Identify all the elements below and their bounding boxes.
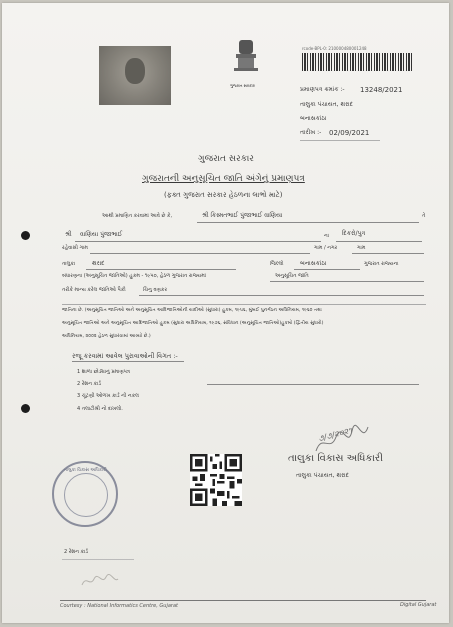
order-text: બંધારણના (અનુસૂચિત જાતિઓ) હુકમ - ૧૯૫૦, હેઠળ ગુજરાત રાજ્યમાં bbox=[62, 273, 206, 279]
district-label: જિલ્લો bbox=[270, 261, 284, 267]
courtesy-footer: Courtesy : National Informatics Centre, Gujarat bbox=[60, 603, 178, 609]
legal-para-line-2: અનુસૂચિત જાતિઓ અને અનુસૂચિત આદિજાતિઓ હુકમ (સુધારા અધિનિયમ, ૧૯૭૬, સંવિધાન (અનુસૂચિત જાતિઓ)હુકમો (દ્વિતીય સુધારો) bbox=[62, 321, 324, 326]
emblem-caption: ગુજરાત સરકાર bbox=[230, 83, 255, 88]
signatory-office: તાલુકા પંચાયત, થરાદ bbox=[296, 472, 349, 479]
punch-hole-bottom bbox=[21, 404, 30, 413]
official-seal bbox=[52, 461, 118, 527]
qr-code bbox=[190, 454, 242, 506]
relation-prefix: ના bbox=[324, 233, 329, 239]
father-name: વાણિયા પુંજાભાઈ bbox=[80, 231, 123, 238]
district-value: બનાસકાંઠા bbox=[300, 260, 327, 267]
intro-suffix: તે bbox=[422, 213, 426, 219]
barcode-text: rcode-BPL-0: 210000480001248 bbox=[302, 46, 367, 51]
taluka-label: તાલુકા bbox=[62, 261, 76, 267]
certificate-page bbox=[2, 3, 449, 623]
cert-number: 13248/2021 bbox=[360, 86, 403, 94]
father-prefix: શ્રી bbox=[65, 231, 72, 238]
caste-category: અનુસૂચિત જાતિ bbox=[275, 273, 309, 279]
doc-item-2: 2 રેશન કાર્ડ bbox=[77, 381, 102, 387]
issuing-district: બનાસકાંઠા bbox=[300, 115, 327, 122]
town-label: ગામ / નગર bbox=[314, 245, 338, 251]
village-label: રહેવાસી ગામ bbox=[62, 245, 88, 251]
state-value: ગુજરાત રાજ્યના bbox=[364, 261, 399, 267]
doc-item-4: 4 તલાટીશ્રી નો દાખલો. bbox=[77, 406, 123, 412]
issue-date: 02/09/2021 bbox=[329, 129, 370, 137]
seal-text: તાલુકા વિકાસ અધિકારી bbox=[64, 468, 107, 473]
doc-item-3: 3 ચૂંટણી ઓળખ કાર્ડ ની નકલ bbox=[77, 393, 139, 399]
signature-scribble bbox=[312, 423, 372, 455]
date-label: તારીખ :- bbox=[300, 129, 322, 136]
handwritten-signature: ૭/૭/૨૦૨૧ bbox=[317, 425, 354, 444]
doc-item-1: 1 શાળા છોડ્યાનું પ્રમાણપત્ર bbox=[77, 369, 130, 375]
govt-heading: ગુજરાત સરકાર bbox=[198, 154, 254, 164]
signatory-title: તાલુકા વિકાસ અધિકારી bbox=[288, 453, 383, 464]
caste-label: તરીકે માન્ય કરેલ જાતિઓ પૈકી bbox=[62, 287, 126, 293]
relation: દિકરો/પુત્ર bbox=[342, 230, 366, 237]
digital-gujarat-label: Digital Gujarat bbox=[400, 602, 437, 608]
person-name: શ્રી કિસ્મતભાઈ પુંજાભાઈ વાણિયા bbox=[202, 212, 283, 219]
legal-para-line-1: જાતિના છે. (અનુસૂચિત જાતિઓ અને અનુસૂચિત આદિજાતિઓની યાદીઓ (સુધારા) હુકમ, ૧૯૫૬, મુંબઈ પુનર્ગઠન અધિનિયમ, ૧૯૬૦ તથા bbox=[62, 308, 322, 313]
cert-number-label: પ્રમાણપત્ર ક્રમાંક :- bbox=[300, 86, 345, 93]
taluka-value: થરાદ bbox=[92, 260, 105, 267]
caste-name: ચિનુ વણકર bbox=[143, 287, 168, 293]
bottom-note: 2 રેશન કાર્ડ bbox=[64, 549, 89, 555]
applicant-photo bbox=[99, 46, 171, 105]
national-emblem-icon bbox=[226, 36, 266, 82]
certificate-subtitle: (ફક્ત ગુજરાત સરકાર હેઠળના લાભો માટે) bbox=[164, 191, 283, 199]
town-label-2: ગામ bbox=[357, 245, 366, 251]
legal-para-line-3: અધિનિયમ, ૨૦૦૨ હેઠળ સુધારવામાં આવ્યો છે.) bbox=[62, 334, 151, 339]
barcode bbox=[302, 53, 412, 71]
issuing-office: તાલુકા પંચાયત, થરાદ bbox=[300, 101, 353, 108]
pencil-scribble bbox=[80, 573, 120, 589]
punch-hole-top bbox=[21, 231, 30, 240]
certificate-title: ગુજરાતની અનુસૂચિત જાતિ અંગેનું પ્રમાણપત્ર bbox=[142, 174, 305, 184]
docs-heading: રજૂ કરવામાં આવેલ પુરાવાઓની વિગત :- bbox=[72, 352, 178, 360]
intro-label: આથી પ્રમાણિત કરવામાં આવે છે કે, bbox=[102, 213, 173, 219]
